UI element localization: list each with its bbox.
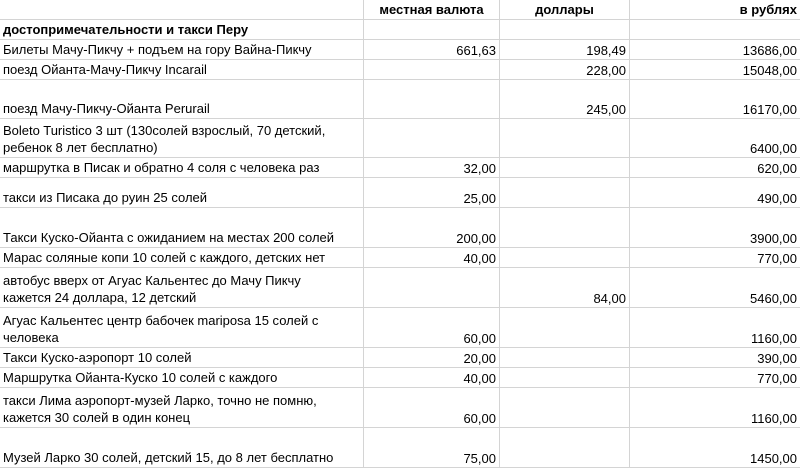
- row-description[interactable]: Boleto Turistico 3 шт (130солей взрослый, 70 детский, ребенок 8 лет бесплатно): [0, 119, 364, 157]
- row-local[interactable]: [364, 119, 500, 157]
- table-row: [0, 40, 800, 60]
- row-rub[interactable]: 1160,00: [750, 411, 797, 426]
- table-row: [0, 348, 800, 368]
- row-usd[interactable]: [500, 178, 630, 207]
- row-description[interactable]: Такси Куско-аэропорт 10 солей: [0, 348, 364, 367]
- cell-empty[interactable]: [500, 20, 630, 39]
- table-row: [0, 388, 800, 428]
- row-usd[interactable]: 198,49: [500, 40, 630, 59]
- table-row: [0, 178, 800, 208]
- table-row: [0, 428, 800, 468]
- header-dollars[interactable]: доллары: [500, 0, 630, 19]
- table-row: [0, 208, 800, 248]
- row-usd[interactable]: [500, 368, 630, 387]
- row-description[interactable]: Агуас Кальентес центр бабочек mariposa 15 солей с человека: [0, 308, 364, 347]
- header-cell-a[interactable]: [0, 0, 364, 19]
- row-local[interactable]: 60,00: [364, 308, 500, 347]
- row-rub[interactable]: 620,00: [757, 161, 797, 176]
- row-usd[interactable]: [500, 348, 630, 367]
- row-rub[interactable]: 1160,00: [750, 331, 797, 346]
- row-local[interactable]: 60,00: [364, 388, 500, 427]
- header-rubles[interactable]: в рублях: [739, 1, 797, 17]
- row-description[interactable]: поезд Мачу-Пикчу-Ойанта Perurail: [0, 80, 364, 118]
- row-usd[interactable]: [500, 119, 630, 157]
- row-description[interactable]: маршрутка в Писак и обратно 4 соля с человека раз: [0, 158, 364, 177]
- row-local[interactable]: 25,00: [364, 178, 500, 207]
- row-description[interactable]: Маршрутка Ойанта-Куско 10 солей с каждого: [0, 368, 364, 387]
- table-row: [0, 158, 800, 178]
- row-local[interactable]: [364, 60, 500, 79]
- row-description[interactable]: такси Лима аэропорт-музей Ларко, точно не помню, кажется 30 солей в один конец: [0, 388, 364, 427]
- row-description[interactable]: Билеты Мачу-Пикчу + подъем на гору Вайна-Пикчу: [0, 40, 364, 59]
- row-rub[interactable]: 16170,00: [742, 102, 797, 117]
- table-row: [0, 60, 800, 80]
- table-row: [0, 268, 800, 308]
- row-description[interactable]: Марас соляные копи 10 солей с каждого, детских нет: [0, 248, 364, 267]
- table-row: [0, 80, 800, 119]
- row-rub[interactable]: 390,00: [757, 351, 797, 366]
- row-description[interactable]: такси из Писака до руин 25 солей: [0, 178, 364, 207]
- row-rub[interactable]: 490,00: [757, 191, 797, 206]
- row-usd[interactable]: [500, 248, 630, 267]
- row-local[interactable]: [364, 80, 500, 118]
- row-usd[interactable]: [500, 158, 630, 177]
- row-usd[interactable]: 228,00: [500, 60, 630, 79]
- row-usd[interactable]: 84,00: [500, 268, 630, 307]
- row-rub[interactable]: 13686,00: [742, 43, 797, 58]
- row-description[interactable]: автобус вверх от Агуас Кальентес до Мачу Пикчу кажется 24 доллара, 12 детский: [0, 268, 364, 307]
- row-rub[interactable]: 3900,00: [750, 231, 797, 246]
- section-title-row: [0, 20, 800, 40]
- header-local-currency[interactable]: местная валюта: [364, 0, 500, 19]
- header-row: [0, 0, 800, 20]
- row-usd[interactable]: [500, 428, 630, 467]
- row-rub[interactable]: 15048,00: [742, 63, 797, 78]
- row-rub[interactable]: 770,00: [757, 371, 797, 386]
- row-local[interactable]: 75,00: [364, 428, 500, 467]
- table-row: [0, 119, 800, 158]
- table-row: [0, 308, 800, 348]
- row-usd[interactable]: 245,00: [500, 80, 630, 118]
- cell-empty[interactable]: [630, 20, 800, 39]
- row-description[interactable]: Музей Ларко 30 солей, детский 15, до 8 лет бесплатно: [0, 428, 364, 467]
- cell-empty[interactable]: [364, 20, 500, 39]
- row-rub[interactable]: 1450,00: [750, 451, 797, 466]
- table-row: [0, 368, 800, 388]
- row-rub[interactable]: 5460,00: [750, 291, 797, 306]
- row-description[interactable]: поезд Ойанта-Мачу-Пикчу Incarail: [0, 60, 364, 79]
- row-local[interactable]: [364, 268, 500, 307]
- row-local[interactable]: 40,00: [364, 248, 500, 267]
- row-local[interactable]: 200,00: [364, 208, 500, 247]
- section-title[interactable]: достопримечательности и такси Перу: [0, 20, 364, 39]
- row-local[interactable]: 40,00: [364, 368, 500, 387]
- table-row: [0, 248, 800, 268]
- row-local[interactable]: 661,63: [364, 40, 500, 59]
- row-local[interactable]: 32,00: [364, 158, 500, 177]
- row-usd[interactable]: [500, 208, 630, 247]
- row-usd[interactable]: [500, 308, 630, 347]
- row-rub[interactable]: 6400,00: [750, 141, 797, 156]
- row-description[interactable]: Такси Куско-Ойанта с ожиданием на местах 200 солей: [0, 208, 364, 247]
- row-usd[interactable]: [500, 388, 630, 427]
- row-local[interactable]: 20,00: [364, 348, 500, 367]
- row-rub[interactable]: 770,00: [757, 251, 797, 266]
